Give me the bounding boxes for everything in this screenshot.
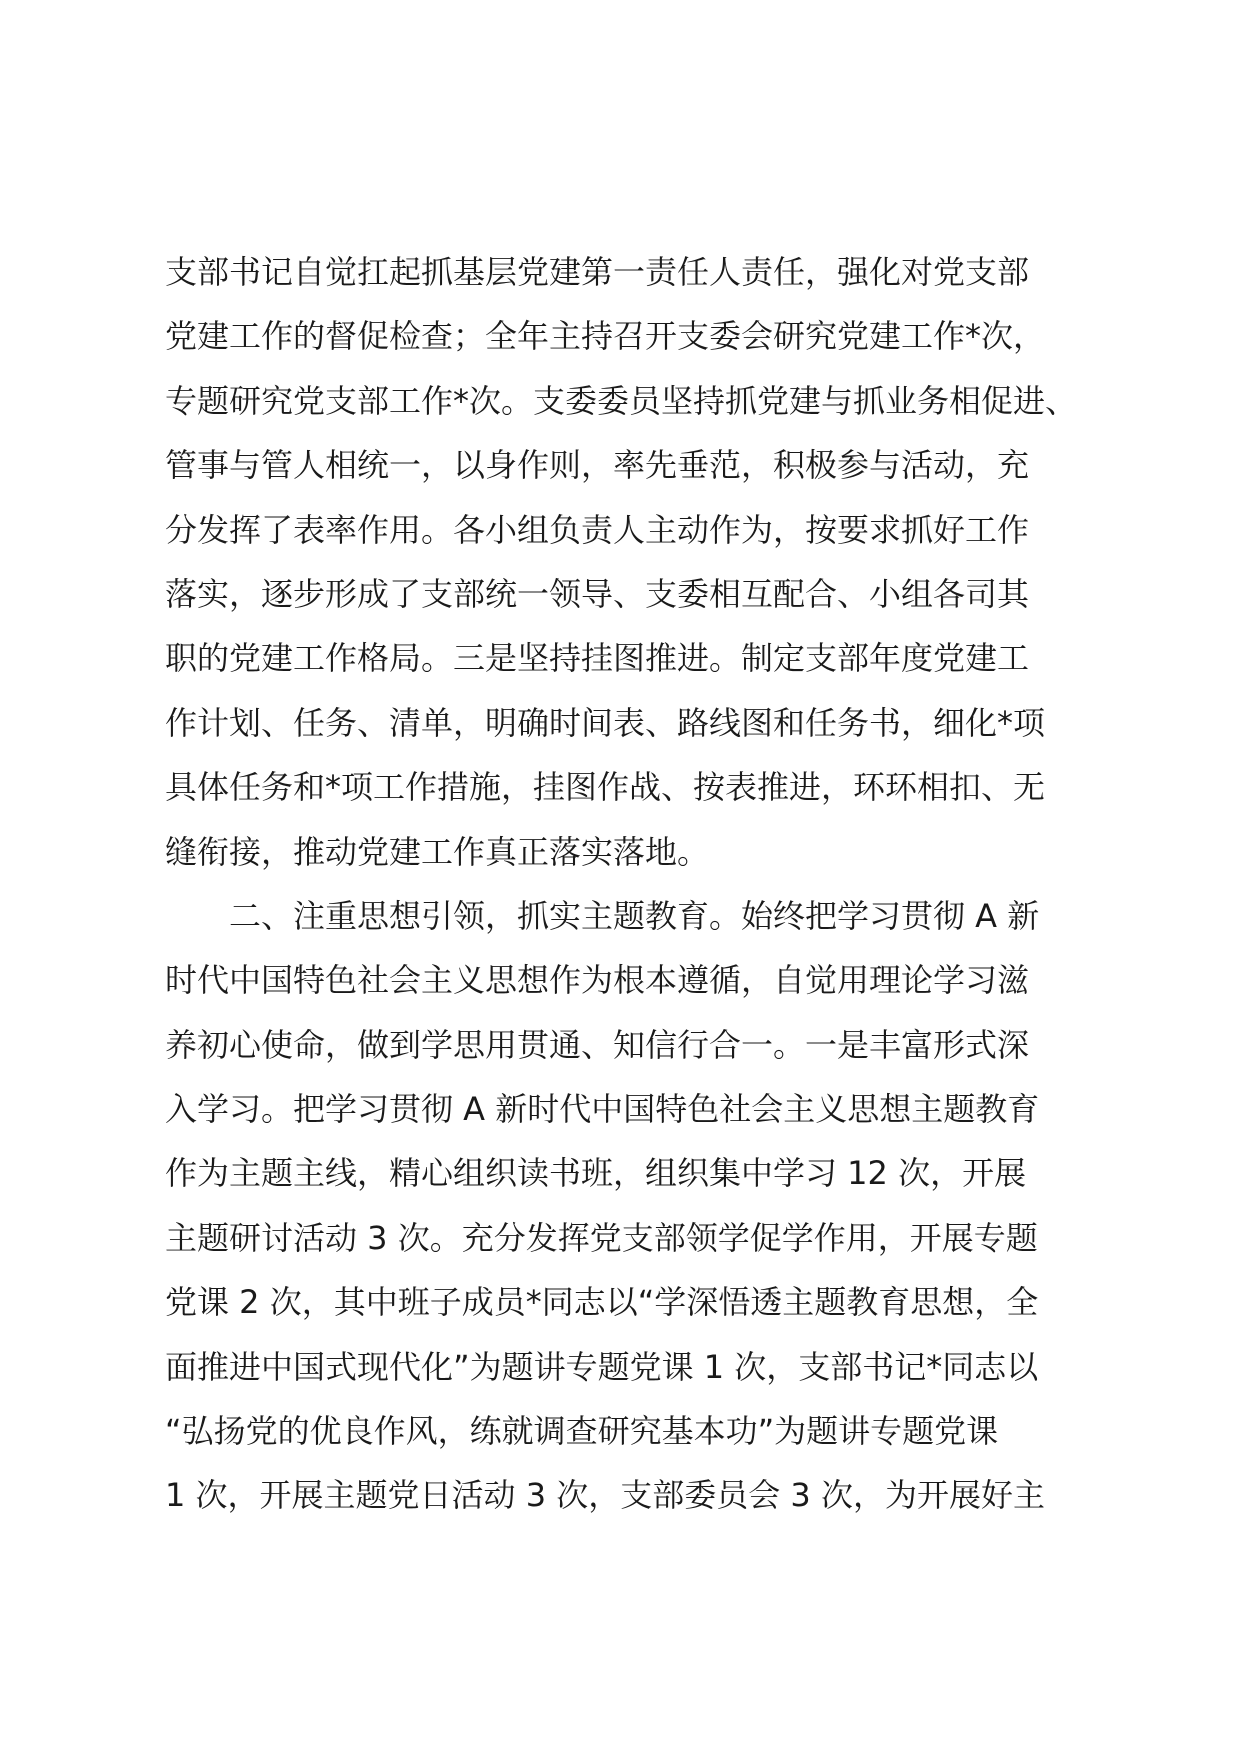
- text-line-14: 入学习。把学习贯彻 A 新时代中国特色社会主义思想主题教育: [165, 1090, 1040, 1129]
- text-line-15: 作为主题主线，精心组织读书班，组织集中学习 12 次，开展: [165, 1154, 1027, 1193]
- text-line-1: 支部书记自觉扛起抓基层党建第一责任人责任，强化对党支部: [165, 253, 1030, 291]
- text-line-7: 职的党建工作格局。三是坚持挂图推进。制定支部年度党建工: [165, 639, 1030, 678]
- text-line-3: 专题研究党支部工作*次。支委委员坚持抓党建与抓业务相促进、: [165, 381, 1078, 420]
- text-line-20: 1 次，开展主题党日活动 3 次，支部委员会 3 次，为开展好主: [165, 1476, 1045, 1515]
- text-line-12: 时代中国特色社会主义思想作为根本遵循，自觉用理论学习滋: [165, 961, 1030, 1000]
- body-text: [165, 240, 1125, 1528]
- text-line-9: 具体任务和*项工作措施，挂图作战、按表推进，环环相扣、无: [165, 768, 1046, 807]
- text-line-8: 作计划、任务、清单，明确时间表、路线图和任务书，细化*项: [165, 703, 1046, 742]
- section-heading-line: 二、注重思想引领，抓实主题教育。始终把学习贯彻 A 新: [229, 896, 1040, 935]
- text-line-13: 养初心使命，做到学思用贯通、知信行合一。一是丰富形式深: [165, 1025, 1030, 1064]
- text-line-18: 面推进中国式现代化”为题讲专题党课 1 次，支部书记*同志以: [165, 1347, 1039, 1386]
- text-line-4: 管事与管人相统一，以身作则，率先垂范，积极参与活动，充: [165, 446, 1030, 485]
- text-line-5: 分发挥了表率作用。各小组负责人主动作为，按要求抓好工作: [165, 510, 1030, 549]
- text-line-10: 缝衔接，推动党建工作真正落实落地。: [165, 832, 710, 871]
- text-line-17: 党课 2 次，其中班子成员*同志以“学深悟透主题教育思想，全: [165, 1283, 1039, 1322]
- text-line-6: 落实，逐步形成了支部统一领导、支委相互配合、小组各司其: [165, 574, 1030, 613]
- text-line-16: 主题研讨活动 3 次。充分发挥党支部领学促学作用，开展专题: [165, 1218, 1038, 1257]
- text-line-2: 党建工作的督促检查；全年主持召开支委会研究党建工作*次，: [165, 317, 1046, 356]
- text-line-19: “弘扬党的优良作风，练就调查研究基本功”为题讲专题党课: [165, 1412, 999, 1451]
